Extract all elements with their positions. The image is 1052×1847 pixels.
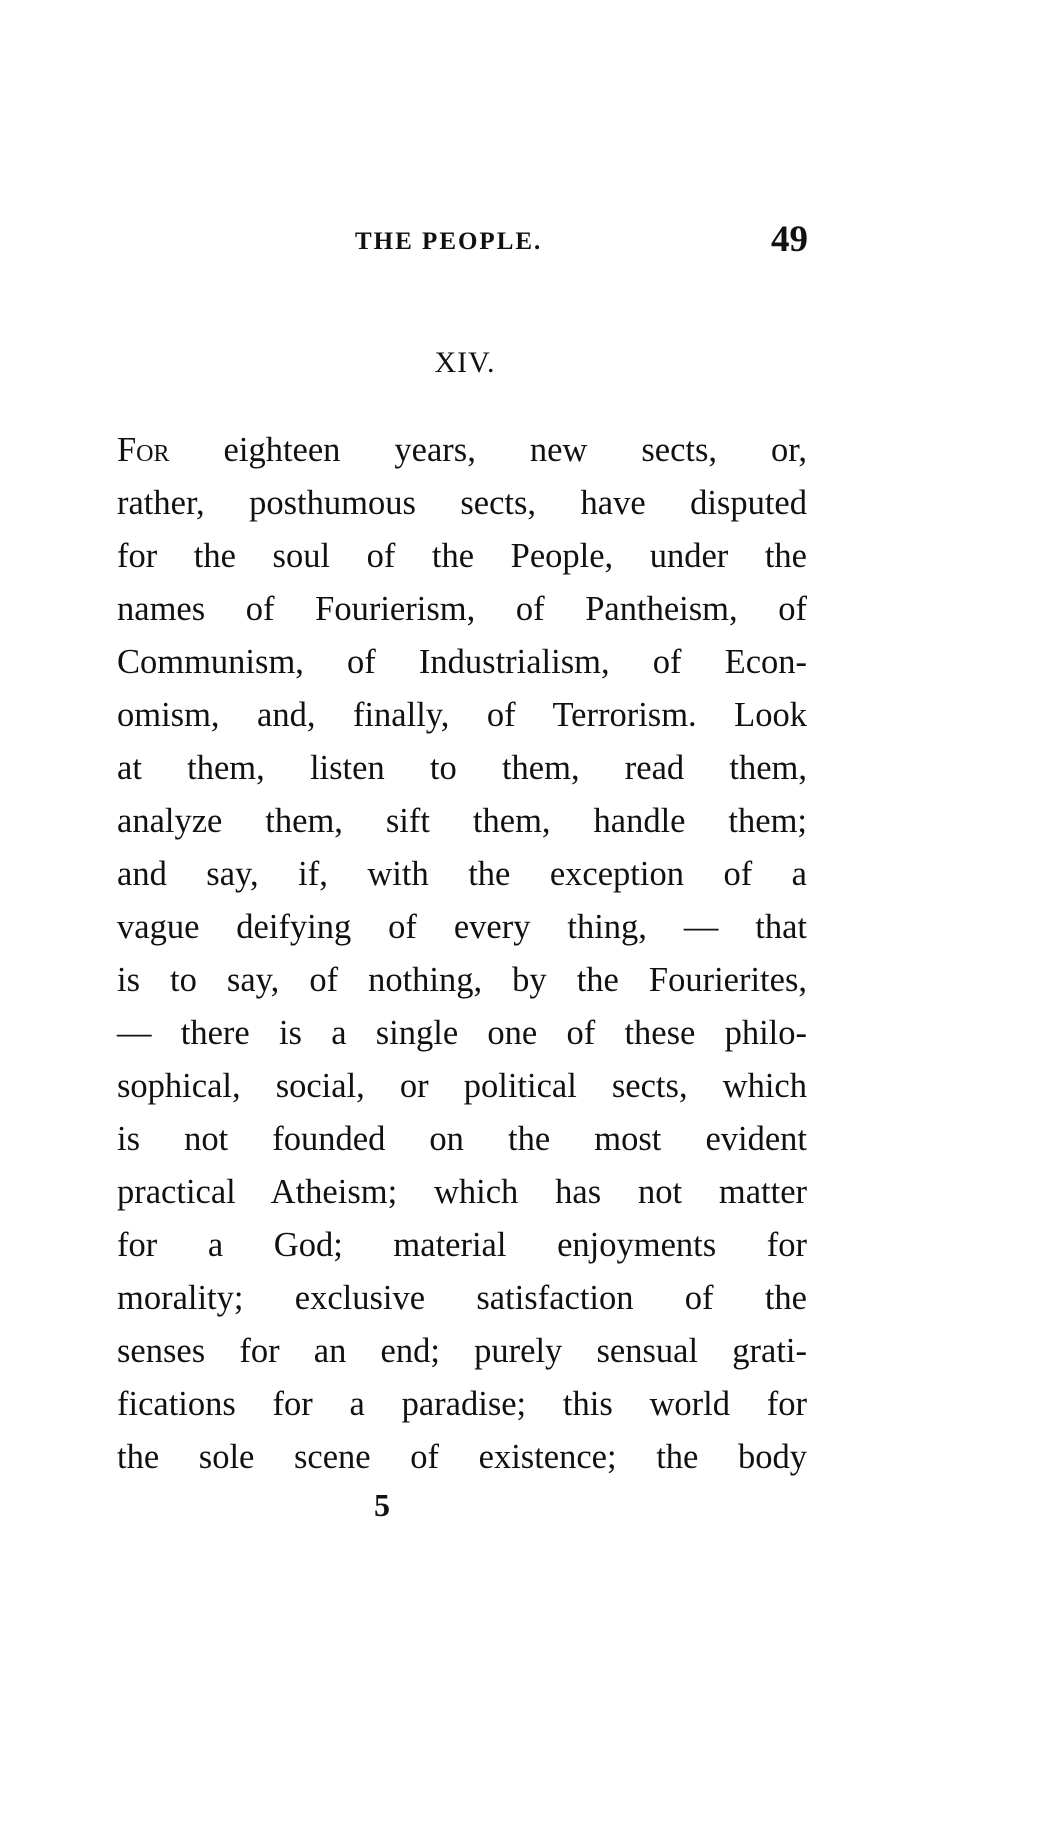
text-line: fications for a paradise; this world for (117, 1385, 807, 1423)
text-line: at them, listen to them, read them, (117, 749, 807, 787)
text-line: analyze them, sift them, handle them; (117, 802, 807, 840)
signature-mark: 5 (374, 1487, 390, 1523)
body-paragraph (117, 424, 807, 1484)
text-line: is to say, of nothing, by the Fourierites, (117, 961, 807, 999)
page-number: 49 (771, 219, 808, 260)
text-line: practical Atheism; which has not matter (117, 1173, 807, 1211)
section-heading: XIV. (434, 346, 496, 379)
text-line: — there is a single one of these philo- (117, 1014, 807, 1052)
text-line: Communism, of Industrialism, of Econ- (117, 643, 807, 681)
text-line: omism, and, finally, of Terrorism. Look (117, 696, 807, 734)
running-title: THE PEOPLE. (355, 228, 543, 255)
text-line: rather, posthumous sects, have disputed (117, 484, 807, 522)
text-line: for a God; material enjoyments for (117, 1226, 807, 1264)
first-line-rest: eighteen years, new sects, or, (223, 431, 808, 469)
text-line: and say, if, with the exception of a (117, 855, 807, 893)
text-line: for the soul of the People, under the (117, 537, 807, 575)
text-line: sophical, social, or political sects, which (117, 1067, 807, 1105)
text-line: senses for an end; purely sensual grati- (117, 1332, 807, 1370)
text-line (117, 424, 807, 477)
text-line: vague deifying of every thing, — that (117, 908, 807, 946)
drop-word: For (117, 431, 170, 469)
text-line: the sole scene of existence; the body (117, 1438, 807, 1476)
text-line: names of Fourierism, of Pantheism, of (117, 590, 807, 628)
text-line: is not founded on the most evident (117, 1120, 807, 1158)
text-line: morality; exclusive satisfaction of the (117, 1279, 807, 1317)
